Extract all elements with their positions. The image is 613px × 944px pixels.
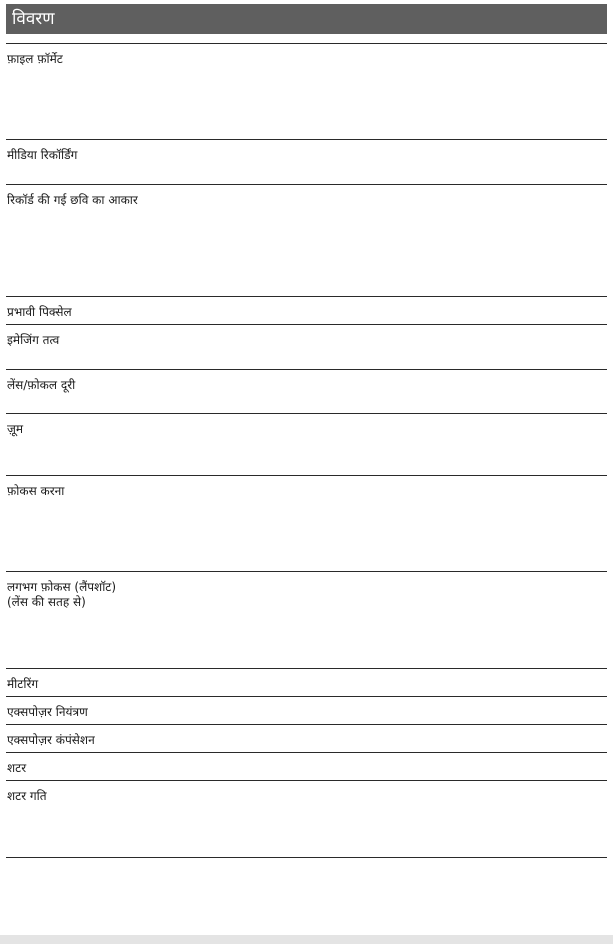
spec-label: एक्सपोज़र नियंत्रण (7, 705, 88, 719)
spec-row-file-format (6, 43, 607, 139)
spec-label (7, 580, 116, 610)
section-title: विवरण (12, 9, 55, 29)
spec-row-metering (6, 668, 607, 696)
spec-label: एक्सपोज़र कंपंसेशन (7, 733, 95, 747)
spec-label-line-1: लगभग फ़ोकस (लैंपशॉट) (7, 580, 117, 594)
spec-label: शटर गति (7, 789, 47, 803)
spec-label: इमेजिंग तत्व (7, 333, 60, 347)
spec-label: फ़ाइल फ़ॉर्मेट (7, 52, 63, 66)
specifications-table (6, 43, 607, 858)
page-footer-strip (0, 935, 613, 944)
spec-row-image-size (6, 184, 607, 296)
spec-row-imaging-element (6, 324, 607, 369)
spec-row-media-recording (6, 139, 607, 184)
spec-label: ज़ूम (7, 422, 24, 436)
spec-label: मीटरिंग (7, 677, 39, 691)
spec-label-line-2: (लेंस की सतह से) (7, 595, 86, 609)
spec-row-shutter-speed (6, 780, 607, 858)
spec-label: फ़ोकस करना (7, 484, 65, 498)
spec-row-effective-pixels (6, 296, 607, 324)
spec-label: रिकॉर्ड की गई छवि का आकार (7, 193, 138, 207)
spec-row-shutter (6, 752, 607, 780)
spec-row-exposure-control (6, 696, 607, 724)
section-header (6, 4, 607, 34)
spec-label: प्रभावी पिक्सेल (7, 305, 72, 319)
spec-row-exposure-compensation (6, 724, 607, 752)
spec-row-focusing (6, 475, 607, 571)
spec-label: शटर (7, 761, 27, 775)
spec-label: लेंस/फ़ोकल दूरी (7, 378, 76, 392)
spec-label: मीडिया रिकॉर्डिंग (7, 148, 78, 162)
spec-row-zoom (6, 413, 607, 475)
spec-row-focal-length (6, 369, 607, 413)
spec-row-approx-focus (6, 571, 607, 668)
